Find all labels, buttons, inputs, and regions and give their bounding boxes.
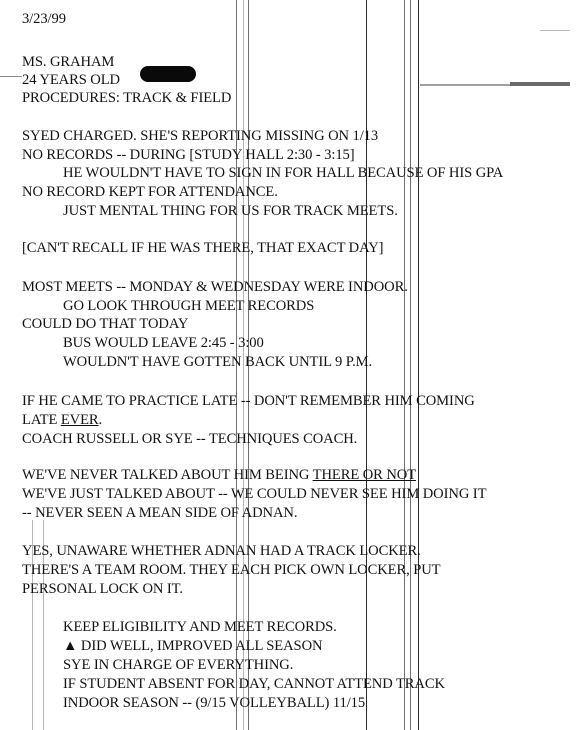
underlined-text: THERE OR NOT	[312, 467, 417, 483]
note-line: IF HE CAME TO PRACTICE LATE -- DON'T REMEMBER HIM COMING	[22, 393, 475, 409]
note-line: JUST MENTAL THING FOR US FOR TRACK MEETS.	[63, 203, 398, 219]
scan-noise	[510, 82, 570, 86]
note-line: -- NEVER SEEN A MEAN SIDE OF ADNAN.	[22, 505, 298, 521]
note-line: [CAN'T RECALL IF HE WAS THERE, THAT EXACT DAY]	[22, 240, 384, 256]
note-line	[22, 467, 416, 484]
note-line: INDOOR SEASON -- (9/15 VOLLEYBALL) 11/15	[63, 695, 366, 711]
scan-noise	[0, 76, 22, 77]
scan-line	[410, 0, 411, 730]
note-line	[22, 412, 102, 429]
note-line: COACH RUSSELL OR SYE -- TECHNIQUES COACH.	[22, 431, 358, 447]
note-text: .	[98, 412, 103, 428]
recipient-name: MS. GRAHAM	[22, 54, 115, 70]
note-line: THERE'S A TEAM ROOM. THEY EACH PICK OWN LOCKER, PUT	[22, 562, 441, 578]
note-line: IF STUDENT ABSENT FOR DAY, CANNOT ATTEND TRACK	[63, 676, 445, 692]
procedures-heading: PROCEDURES: TRACK & FIELD	[22, 90, 232, 106]
note-line: KEEP ELIGIBILITY AND MEET RECORDS.	[63, 619, 337, 635]
triangle-icon: ▲	[63, 638, 78, 654]
scan-noise	[540, 30, 570, 31]
underlined-text: EVER	[60, 412, 99, 428]
note-line: MOST MEETS -- MONDAY & WEDNESDAY WERE INDOOR.	[22, 279, 408, 295]
note-line: SYE IN CHARGE OF EVERYTHING.	[63, 657, 294, 673]
note-line: GO LOOK THROUGH MEET RECORDS	[63, 298, 315, 314]
note-line: PERSONAL LOCK ON IT.	[22, 581, 183, 597]
note-line	[63, 638, 322, 655]
note-line: YES, UNAWARE WHETHER ADNAN HAD A TRACK LOCKER.	[22, 543, 421, 559]
note-line: WE'VE JUST TALKED ABOUT -- WE COULD NEVER SEE HIM DOING IT	[22, 486, 487, 502]
note-line: NO RECORD KEPT FOR ATTENDANCE.	[22, 184, 278, 200]
note-line: BUS WOULD LEAVE 2:45 - 3:00	[63, 335, 264, 351]
note-line: HE WOULDN'T HAVE TO SIGN IN FOR HALL BECAUSE OF HIS GPA	[63, 165, 504, 181]
note-line: COULD DO THAT TODAY	[22, 316, 189, 332]
note-line: SYED CHARGED. SHE'S REPORTING MISSING ON 1/13	[22, 128, 379, 144]
scan-line	[418, 0, 419, 730]
note-line: NO RECORDS -- DURING [STUDY HALL 2:30 - 3:15]	[22, 147, 355, 163]
note-text: DID WELL, IMPROVED ALL SEASON	[77, 638, 323, 654]
recipient-age: 24 YEARS OLD	[22, 72, 120, 88]
redaction-mark	[140, 66, 196, 82]
document-date: 3/23/99	[22, 11, 66, 27]
note-line: WOULDN'T HAVE GOTTEN BACK UNTIL 9 P.M.	[63, 354, 373, 370]
note-text: LATE	[22, 412, 61, 428]
note-text: WE'VE NEVER TALKED ABOUT HIM BEING	[22, 467, 313, 483]
scan-line	[404, 0, 405, 730]
